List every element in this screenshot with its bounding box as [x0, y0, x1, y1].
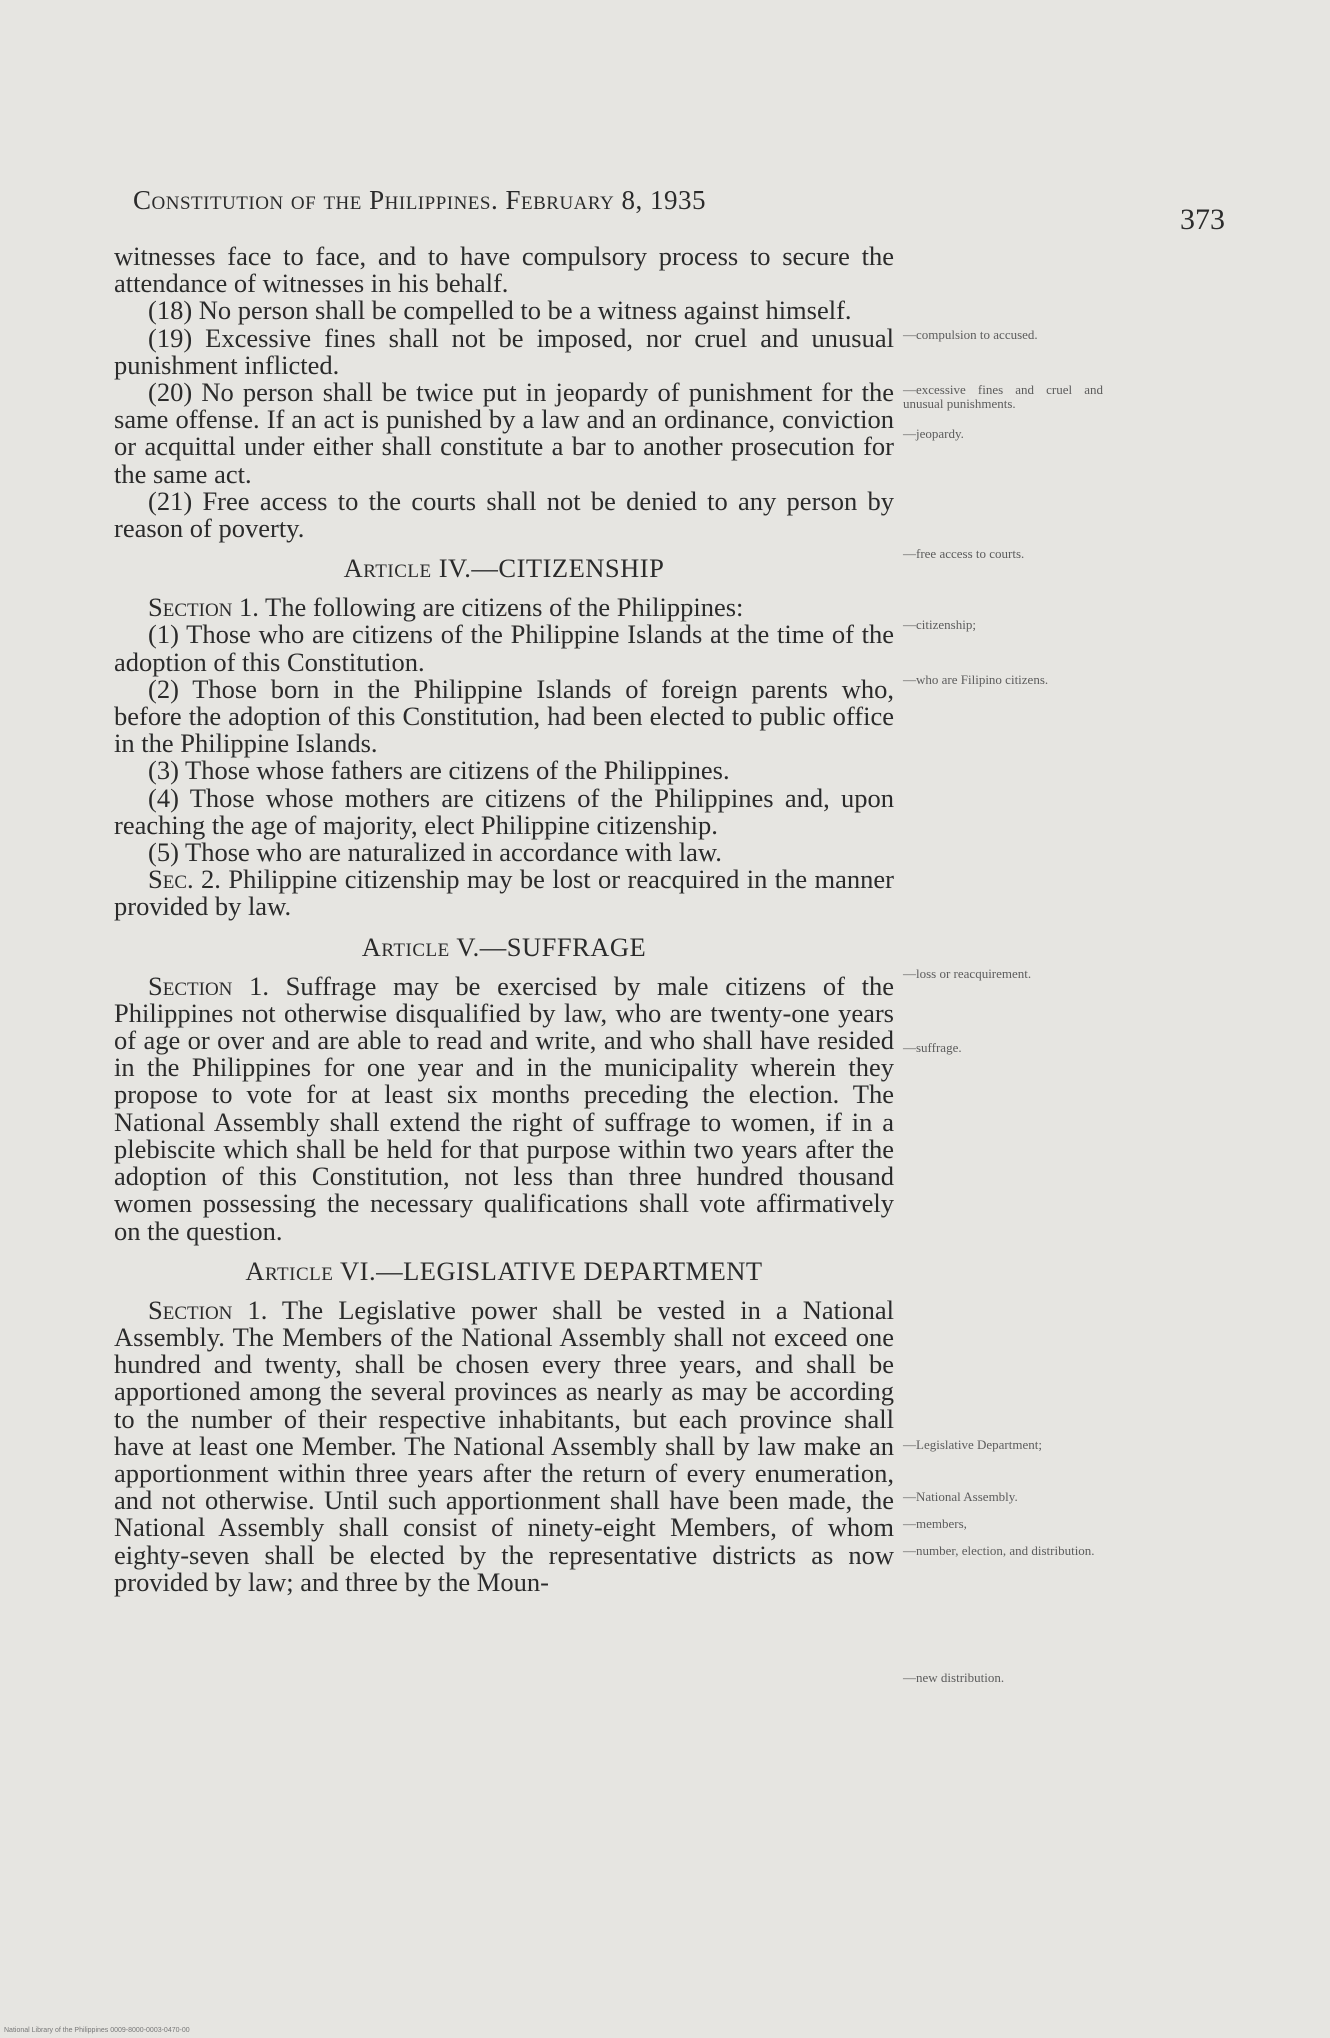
sidenote-who-are-citizens: —who are Filipino citizens. — [903, 672, 1049, 687]
section-paragraph — [114, 866, 894, 920]
section-text: 1. The following are citizens of the Philippines: — [232, 592, 744, 623]
paragraph: (20) No person shall be twice put in jeopardy of punishment for the same offense. If an act is punished by a law and an ordinance, conviction or acquittal under either shall constitute a bar to another prosecution for the same act. — [114, 377, 894, 489]
section-text: 1. The Legislative power shall be vested in a National Assembly. The Members of the National Assembly shall not exceed one hundred and twenty, shall be chosen every three years, and shall be apportioned among the several provinces as nearly as may be according to the number of their respective inhabitants, but each province shall have at least one Member. The National Assembly shall by law make an apportionment within three years after the return of every enumeration, and not otherwise. Until such apportionment shall have been made, the National Assembly shall consist of ninety-eight Members, of whom eighty-seven shall be elected by the representative districts as now provided by law; and three by the Moun- — [114, 1294, 894, 1597]
section-paragraph — [114, 594, 894, 621]
page-number: 373 — [1180, 203, 1225, 236]
sidenote-loss-reacquirement: —loss or reacquirement. — [903, 966, 1032, 981]
sidenote-compulsion: —compulsion to accused. — [903, 327, 1038, 342]
sidenote-new-distribution: —new distribution. — [903, 1670, 1005, 1685]
section-text: 1. Suffrage may be exercised by male citizens of the Philippines not otherwise disqualified by law, who are twenty-one years of age or over and are able to read and write, and who shall have resided in the Philippines for one year and in the municipality wherein they propose to vote for at least six months preceding the election. The National Assembly shall extend the right of suffrage to women, if in a plebiscite which shall be held for that purpose within two years after the adoption of this Constitution, not less than three hundred thousand women possessing the necessary qualifications shall vote affirmatively on the question. — [114, 970, 894, 1246]
article-heading: Article VI.—LEGISLATIVE DEPARTMENT — [245, 1255, 763, 1286]
sidenote-jeopardy: —jeopardy. — [903, 426, 964, 441]
section-text: 2. Philippine citizenship may be lost or reacquired in the manner provided by law. — [114, 864, 894, 922]
article-heading: Article IV.—CITIZENSHIP — [343, 553, 665, 584]
paragraph: witnesses face to face, and to have compulsory process to secure the attendance of witnesses in his behalf. — [114, 241, 894, 299]
paragraph: (21) Free access to the courts shall not be denied to any person by reason of poverty. — [114, 485, 894, 544]
section-label: Section — [148, 1294, 233, 1325]
paragraph: (4) Those whose mothers are citizens of the Philippines and, upon reaching the age of majority, elect Philippine citizenship. — [114, 782, 894, 840]
paragraph: (3) Those whose fathers are citizens of the Philippines. — [148, 755, 730, 786]
sidenote-number-election: —number, election, and distribution. — [903, 1543, 1095, 1558]
running-head: Constitution of the Philippines. February 8, 1935 — [133, 185, 706, 215]
sidenote-excessive-fines: —excessive fines and cruel and unusual punishments. — [903, 382, 1103, 411]
section-label: Section — [148, 970, 233, 1001]
article-heading: Article V.—SUFFRAGE — [361, 931, 647, 962]
paragraph: (2) Those born in the Philippine Islands of foreign parents who, before the adoption of this Constitution, had been elected to public office in the Philippine Islands. — [114, 673, 894, 759]
sidenote-legislative-department: —Legislative Department; — [903, 1437, 1042, 1452]
section-paragraph — [114, 970, 894, 1246]
body-text — [114, 243, 894, 1596]
section-label: Sec. — [148, 864, 194, 895]
sidenote-citizenship: —citizenship; — [903, 617, 976, 632]
sidenote-members: —members, — [903, 1516, 967, 1531]
section-paragraph — [114, 1294, 894, 1597]
sidenote-free-access: —free access to courts. — [903, 546, 1025, 561]
sidenote-national-assembly: —National Assembly. — [903, 1489, 1018, 1504]
paragraph: (19) Excessive fines shall not be imposed, nor cruel and unusual punishment inflicted. — [114, 322, 894, 380]
paragraph: (5) Those who are naturalized in accordance with law. — [148, 837, 722, 868]
paragraph: (18) No person shall be compelled to be a witness against himself. — [148, 295, 852, 326]
section-label: Section — [148, 592, 233, 623]
paragraph: (1) Those who are citizens of the Philippine Islands at the time of the adoption of this Constitution. — [114, 619, 894, 677]
sidenote-suffrage: —suffrage. — [903, 1040, 962, 1055]
footer-credit: National Library of the Philippines 0009-8000-0003-0470-00 — [4, 2027, 190, 2034]
